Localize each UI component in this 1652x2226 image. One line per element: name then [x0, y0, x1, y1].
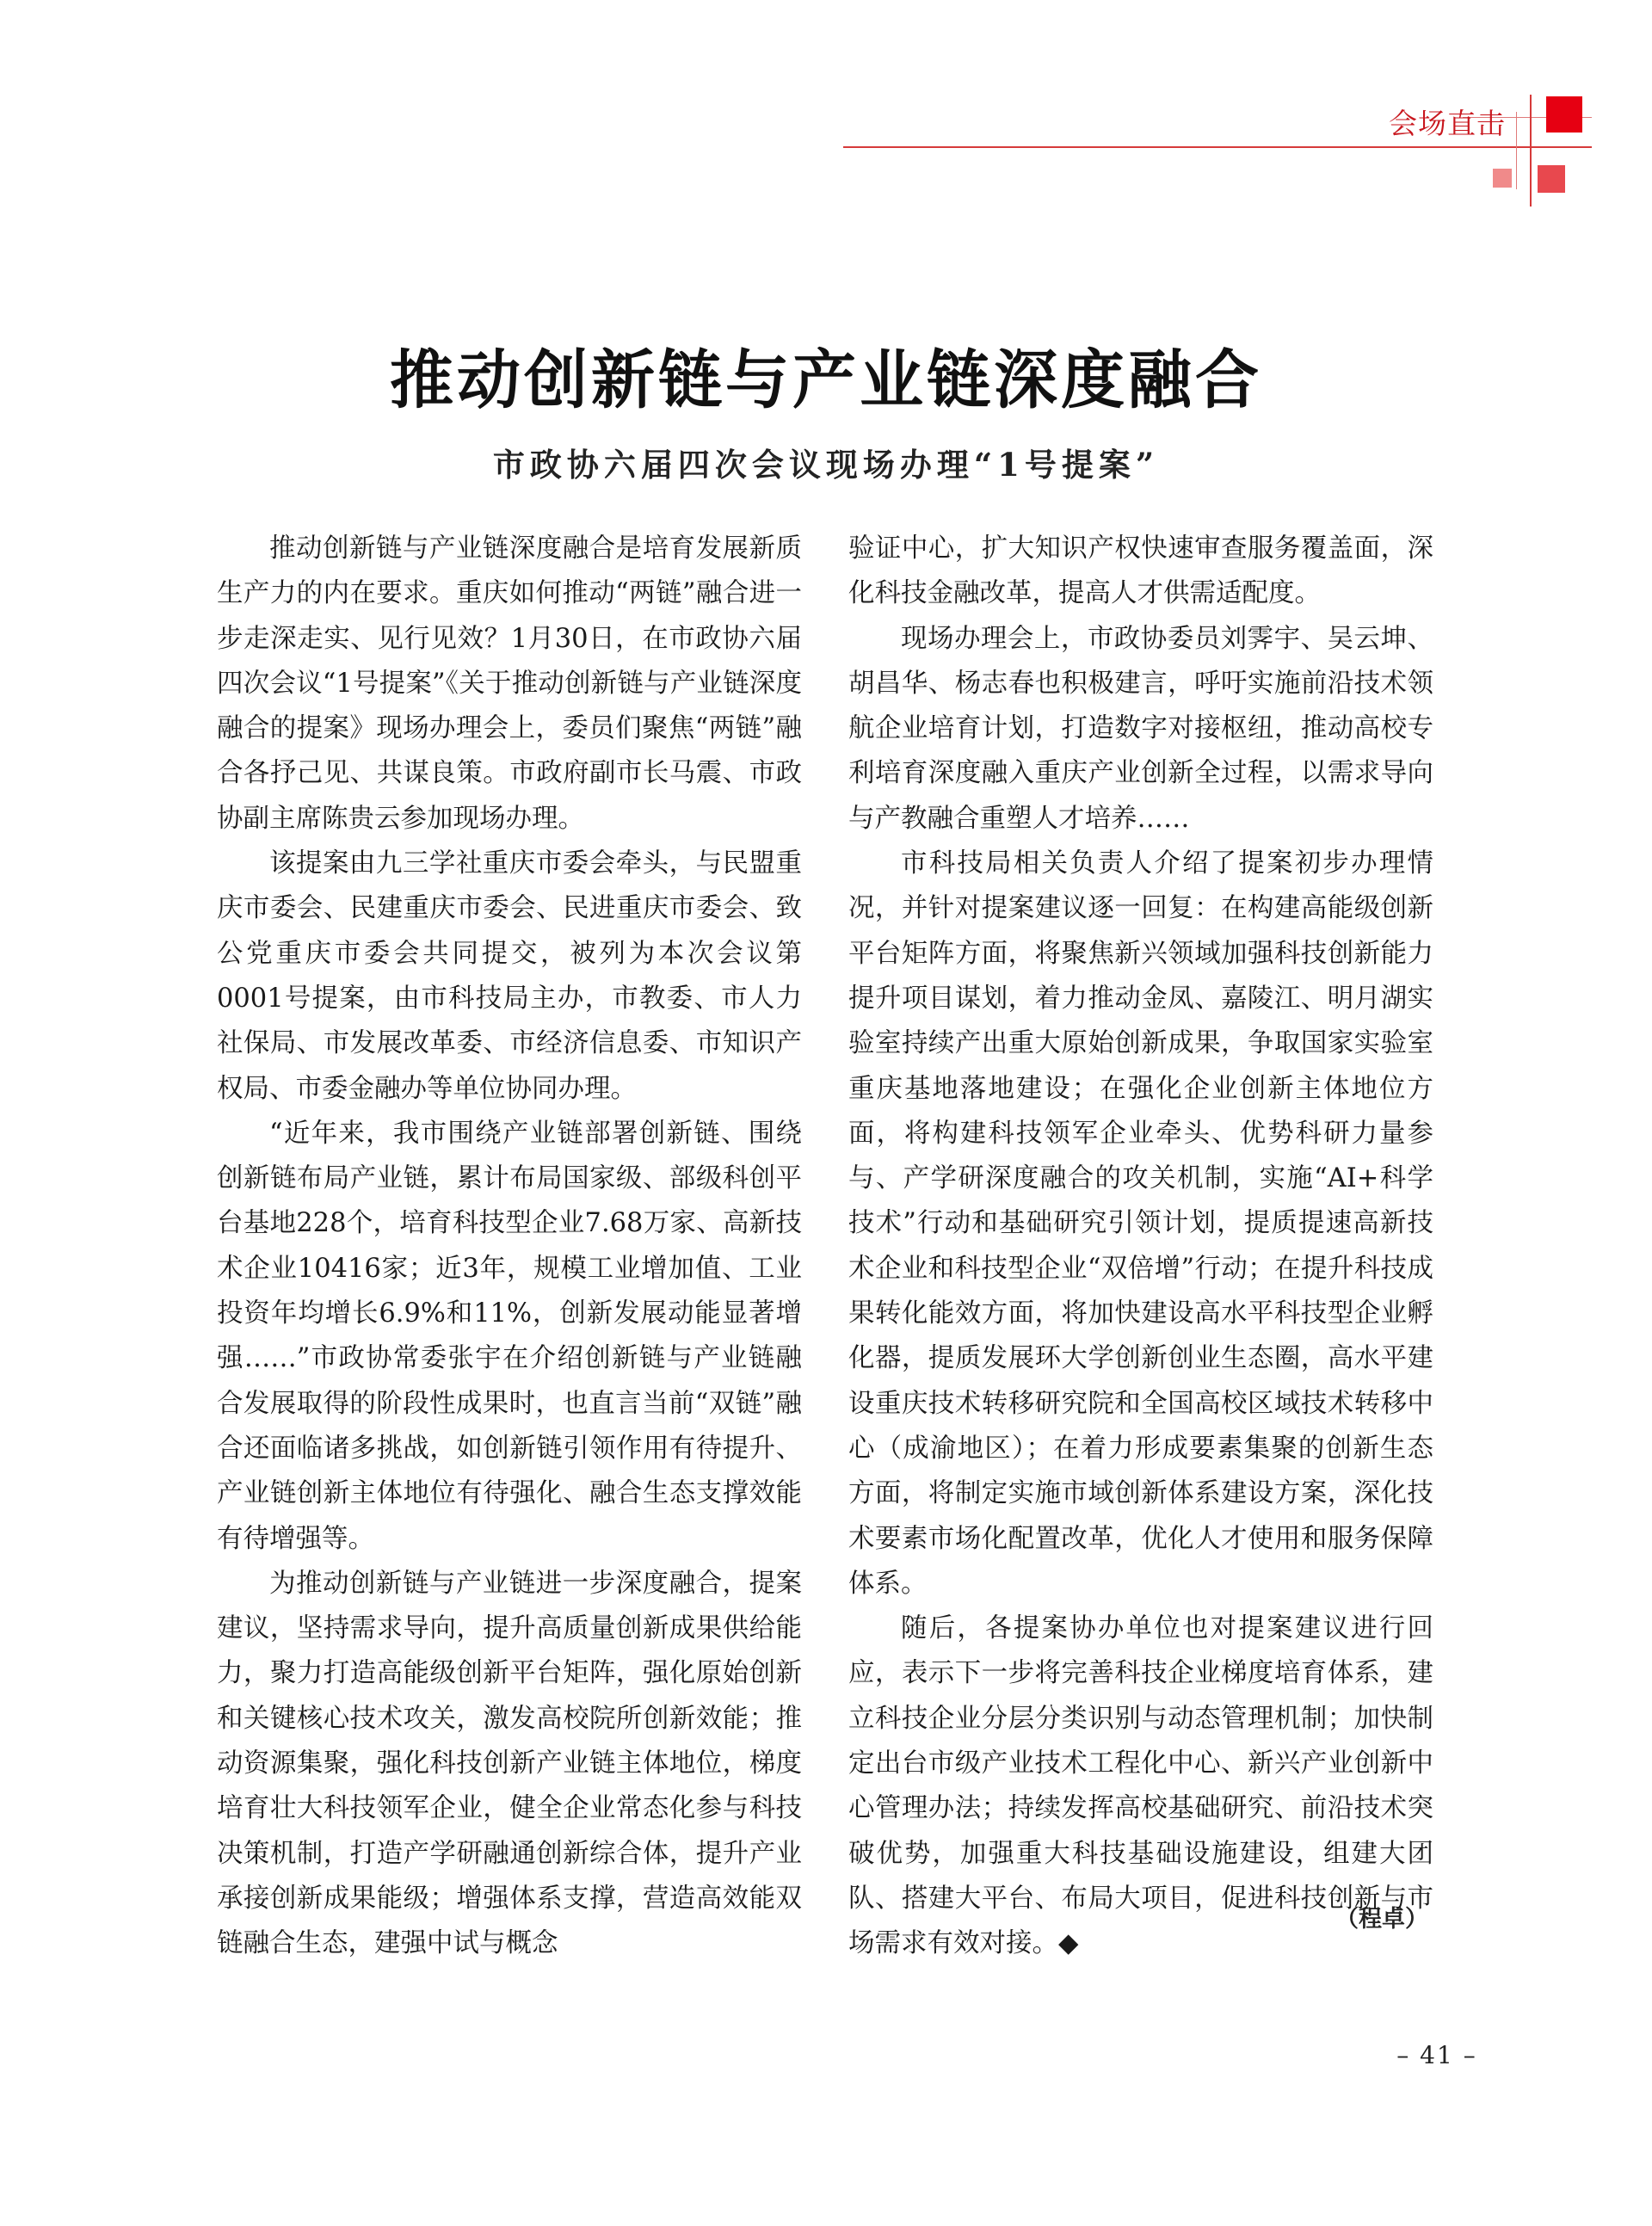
author-byline: （程卓） [1335, 1906, 1428, 1933]
paragraph-continuation: 验证中心，扩大知识产权快速审查服务覆盖面，深化科技金融改革，提高人才供需适配度。 [848, 533, 1433, 609]
left-column [217, 527, 802, 1981]
header-pink-square [1493, 169, 1512, 188]
section-label: 会场直击 [1389, 107, 1506, 140]
header-red-square [1546, 96, 1582, 133]
page-number: – 41 – [1396, 2041, 1477, 2069]
article-subtitle: 市政协六届四次会议现场办理“1号提案” [492, 446, 1160, 484]
paragraph: 该提案由九三学社重庆市委会牵头，与民盟重庆市委会、民建重庆市委会、民进重庆市委会、致公党重庆市委会共同提交，被列为本次会议第0001号提案，由市科技局主办，市教委、市人力社保局、市发展改革委、市经济信息委、市知识产权局、市委金融办等单位协同办理。 [217, 848, 802, 1104]
header-red-square-small [1538, 165, 1565, 193]
paragraph: “近年来，我市围绕产业链部署创新链、围绕创新链布局产业链，累计布局国家级、部级科创平台基地228个，培育科技型企业7.68万家、高新技术企业10416家；近3年，规模工业增加值、工业投资年均增长6.9%和11%，创新发展动能显著增强……”市政协常委张宇在介绍创新链与产业链融合发展取得的阶段性成果时，也直言当前“双链”融合还面临诸多挑战，如创新链引领作用有待提升、产业链创新主体地位有待强化、融合生态支撑效能有待增强等。 [217, 1118, 802, 1554]
paragraph: 推动创新链与产业链深度融合是培育发展新质生产力的内在要求。重庆如何推动“两链”融合进一步走深走实、见行见效？1月30日，在市政协六届四次会议“1号提案”《关于推动创新链与产业链深度融合的提案》现场办理会上，委员们聚焦“两链”融合各抒己见、共谋良策。市政府副市长马震、市政协副主席陈贵云参加现场办理。 [217, 533, 802, 834]
paragraph: 市科技局相关负责人介绍了提案初步办理情况，并针对提案建议逐一回复：在构建高能级创新平台矩阵方面，将聚焦新兴领域加强科技创新能力提升项目谋划，着力推动金凤、嘉陵江、明月湖实验室持续产出重大原始创新成果，争取国家实验室重庆基地落地建设；在强化企业创新主体地位方面，将构建科技领军企业牵头、优势科研力量参与、产学研深度融合的攻关机制，实施“AI+科学技术”行动和基础研究引领计划，提质提速高新技术企业和科技型企业“双倍增”行动；在提升科技成果转化能效方面，将加快建设高水平科技型企业孵化器，提质发展环大学创新创业生态圈，高水平建设重庆技术转移研究院和全国高校区域技术转移中心（成渝地区）；在着力形成要素集聚的创新生态方面，将制定实施市域创新体系建设方案，深化技术要素市场化配置改革，优化人才使用和服务保障体系。 [848, 848, 1433, 1599]
paragraph: 随后，各提案协办单位也对提案建议进行回应，表示下一步将完善科技企业梯度培育体系，建立科技企业分层分类识别与动态管理机制；加快制定出台市级产业技术工程化中心、新兴产业创新中心管理办法；持续发挥高校基础研究、前沿技术突破优势，加强重大科技基础设施建设，组建大团队、搭建大平台、布局大项目，促进科技创新与市场需求有效对接。◆ [848, 1613, 1433, 1959]
article-title: 推动创新链与产业链深度融合 [390, 343, 1262, 417]
header-vertical-rule [1530, 95, 1532, 207]
header-vertical-rule-thin [1516, 112, 1517, 189]
right-column [848, 527, 1433, 1981]
paragraph: 为推动创新链与产业链进一步深度融合，提案建议，坚持需求导向，提升高质量创新成果供给能力，聚力打造高能级创新平台矩阵，强化原始创新和关键核心技术攻关，激发高校院所创新效能；推动资源集聚，强化科技创新产业链主体地位，梯度培育壮大科技领军企业，健全企业常态化参与科技决策机制，打造产学研融通创新综合体，提升产业承接创新成果能级；增强体系支撑，营造高效能双链融合生态，建强中试与概念 [217, 1568, 802, 1959]
header-rule [843, 146, 1592, 148]
paragraph: 现场办理会上，市政协委员刘霁宇、吴云坤、胡昌华、杨志春也积极建言，呼吁实施前沿技术领航企业培育计划，打造数字对接枢纽，推动高校专利培育深度融入重庆产业创新全过程，以需求导向与产教融合重塑人才培养…… [848, 623, 1433, 834]
